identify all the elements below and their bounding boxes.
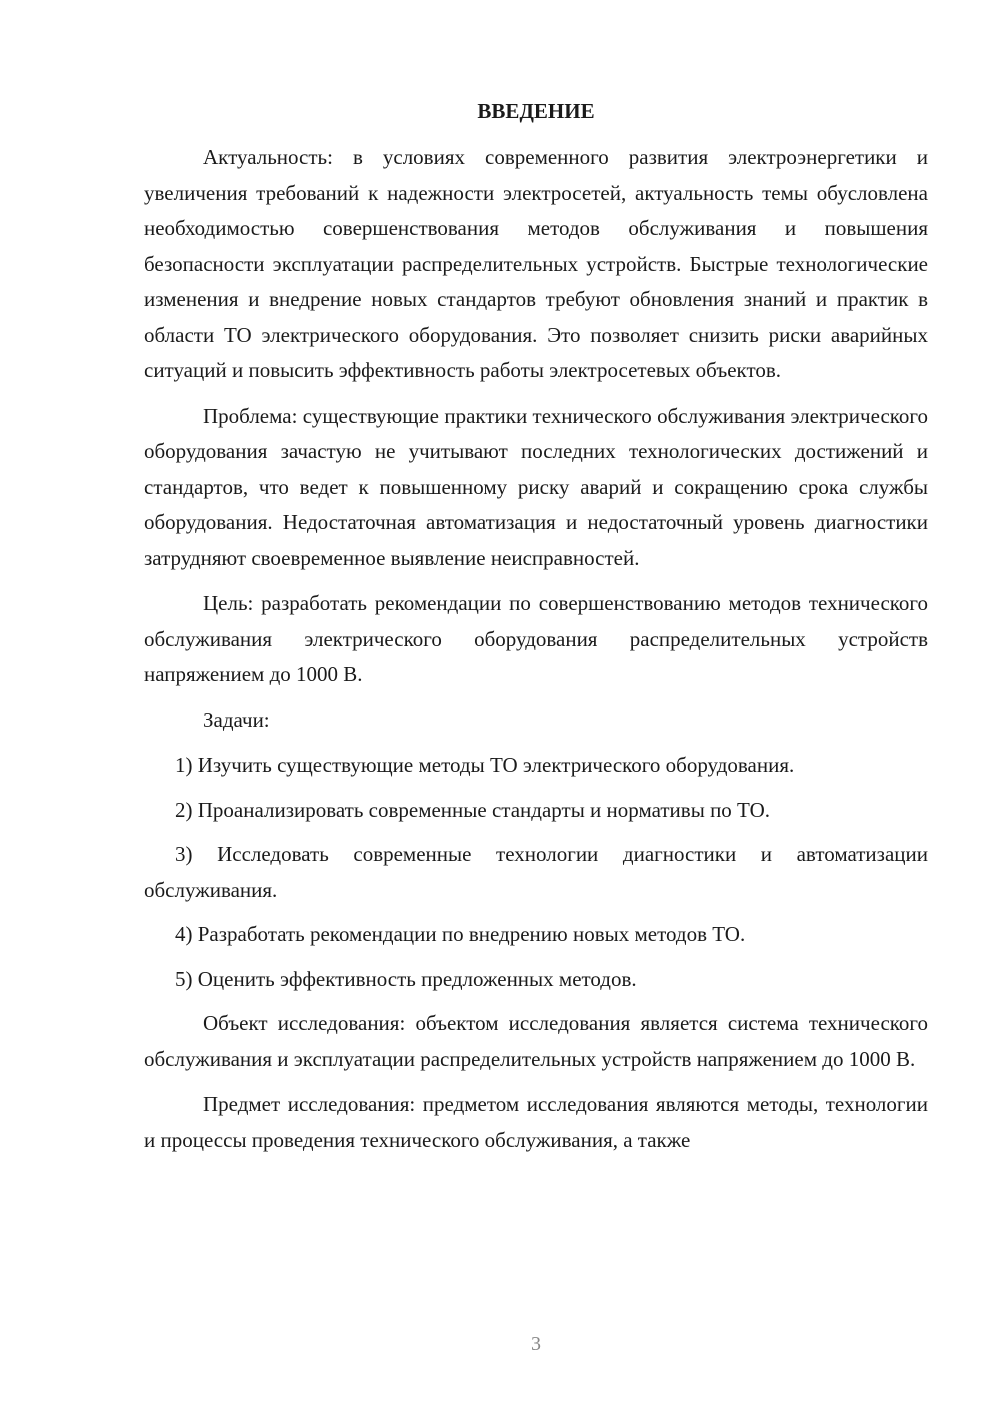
paragraph-goal: Цель: разработать рекомендации по совершенствованию методов технического обслуживания электрического оборудования распределительных устройств напряжением до 1000 В. [144,591,928,686]
paragraph-object: Объект исследования: объектом исследования является система технического обслуживания и эксплуатации распределительных устройств напряжением до 1000 В. [144,1011,928,1071]
document-body [144,94,928,1168]
paragraph-subject: Предмет исследования: предметом исследования являются методы, технологии и процессы проведения технического обслуживания, а также [144,1092,928,1152]
page-number: 3 [531,1333,541,1355]
task-item-2: 2) Проанализировать современные стандарты и нормативы по ТО. [175,797,771,822]
task-item-3: 3) Исследовать современные технологии диагностики и автоматизации обслуживания. [144,842,928,902]
paragraph-problem: Проблема: существующие практики технического обслуживания электрического оборудования зачастую не учитывают последних технологических достижений и стандартов, что ведет к повышенному риску аварий и сокращению срока службы оборудования. Недостаточная автоматизация и недостаточный уровень диагностики затрудняют своевременное выявление неисправностей. [144,403,928,570]
page-title: ВВЕДЕНИЕ [477,99,595,123]
paragraph-relevance: Актуальность: в условиях современного развития электроэнергетики и увеличения требований к надежности электросетей, актуальность темы обусловлена необходимостью совершенствования методов обслуживания и повышения безопасности эксплуатации распределительных устройств. Быстрые технологические изменения и внедрение новых стандартов требуют обновления знаний и практик в области ТО электрического оборудования. Это позволяет снизить риски аварийных ситуаций и повысить эффективность работы электросетевых объектов. [144,145,928,382]
paragraph-tasks-heading: Задачи: [203,707,270,732]
task-item-1: 1) Изучить существующие методы ТО электрического оборудования. [175,753,795,777]
task-item-5: 5) Оценить эффективность предложенных методов. [175,966,637,991]
task-item-4: 4) Разработать рекомендации по внедрению новых методов ТО. [175,922,746,946]
